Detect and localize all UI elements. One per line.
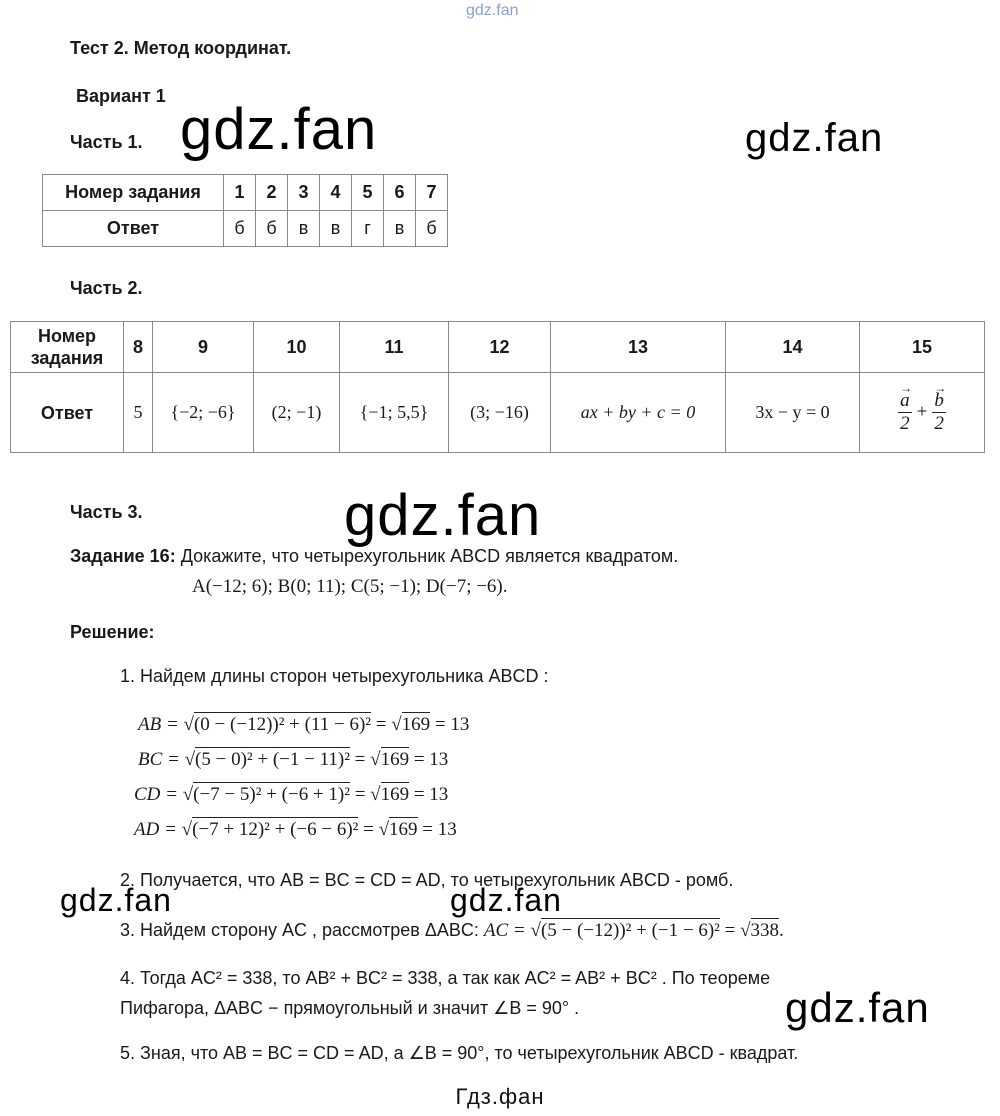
equation-result: = 13 bbox=[409, 784, 449, 805]
table-cell-answer: {−1; 5,5} bbox=[340, 373, 449, 453]
table-row bbox=[11, 373, 985, 453]
equation-result: = 13 bbox=[430, 714, 470, 735]
table-cell-answer: (2; −1) bbox=[254, 373, 340, 453]
table-cell-number: 1 bbox=[224, 175, 256, 211]
answers-table-part1 bbox=[42, 174, 448, 247]
footer-watermark: Гдз.фан bbox=[455, 1084, 545, 1109]
watermark-right-1: gdz.fan bbox=[745, 116, 884, 160]
equation-ab: AB = √(0 − (−12))² + (11 − 6)² = √169 = 13 bbox=[138, 714, 470, 735]
task16-points: A(−12; 6); B(0; 11); C(5; −1); D(−7; −6). bbox=[192, 576, 508, 597]
equation-cd: CD = √(−7 − 5)² + (−6 + 1)² = √169 = 13 bbox=[134, 784, 449, 805]
variant-heading: Вариант 1 bbox=[76, 86, 166, 106]
part2-heading: Часть 2. bbox=[70, 278, 143, 298]
solution-heading: Решение: bbox=[70, 622, 155, 642]
table-cell-number: 8 bbox=[124, 322, 153, 373]
table-cell-answer: б bbox=[256, 211, 288, 247]
equation-radicand: (−7 − 5)² + (−6 + 1)² bbox=[193, 784, 350, 805]
table-cell-number: 5 bbox=[352, 175, 384, 211]
denominator: 2 bbox=[900, 413, 910, 434]
table-cell-answer: в bbox=[320, 211, 352, 247]
table-cell-answer: в bbox=[384, 211, 416, 247]
table-cell-number: 13 bbox=[551, 322, 726, 373]
solution-step4-line2: Пифагора, ΔABC − прямоугольный и значит ∠B = 90° . bbox=[120, 998, 580, 1018]
table-row bbox=[43, 175, 448, 211]
period: . bbox=[779, 920, 784, 941]
watermark-right-2: gdz.fan bbox=[785, 984, 930, 1031]
table-cell-label: Ответ bbox=[11, 373, 124, 453]
task16 bbox=[70, 546, 678, 567]
equation-result: = 13 bbox=[417, 819, 457, 840]
radicand: 169 bbox=[380, 784, 410, 805]
table-cell-answer: г bbox=[352, 211, 384, 247]
equation-lhs: AB = bbox=[138, 714, 184, 735]
radicand: 169 bbox=[389, 819, 418, 840]
solution-step1: 1. Найдем длины сторон четырехугольника ABCD : bbox=[120, 666, 549, 686]
part3-heading: Часть 3. bbox=[70, 502, 143, 522]
radicand: 169 bbox=[380, 749, 410, 770]
plus-sign: + bbox=[916, 401, 928, 423]
table-cell-number: 12 bbox=[449, 322, 551, 373]
watermark-large-1: gdz.fan bbox=[180, 97, 378, 162]
table-cell-answer: б bbox=[416, 211, 448, 247]
table-row bbox=[11, 322, 985, 373]
solution-step3 bbox=[120, 920, 784, 942]
table-cell-answer: в bbox=[288, 211, 320, 247]
table-cell-answer: 3x − y = 0 bbox=[726, 373, 860, 453]
equation-radicand: (−7 + 12)² + (−6 − 6)² bbox=[192, 819, 359, 840]
table-cell-answer: (3; −16) bbox=[449, 373, 551, 453]
table-cell-number: 15 bbox=[860, 322, 985, 373]
watermark-left: gdz.fan bbox=[60, 882, 172, 918]
fraction-b-over-2 bbox=[932, 390, 946, 435]
table-cell-number: 7 bbox=[416, 175, 448, 211]
equation-lhs: AD = bbox=[134, 819, 182, 840]
task16-label: Задание 16: bbox=[70, 546, 176, 566]
table-cell-label: Номер задания bbox=[43, 175, 224, 211]
solution-step4-line1: 4. Тогда AC² = 338, то AB² + BC² = 338, а так как AC² = AB² + BC² . По теореме bbox=[120, 968, 771, 988]
table-cell-label: Ответ bbox=[43, 211, 224, 247]
vector-a: → a bbox=[900, 390, 910, 411]
label-line: задания bbox=[30, 348, 104, 368]
part1-heading: Часть 1. bbox=[70, 132, 143, 152]
answers-table-part2 bbox=[10, 321, 985, 453]
watermark-center: gdz.fan bbox=[450, 882, 562, 918]
table-cell-number: 4 bbox=[320, 175, 352, 211]
table-cell-answer: ax + by + c = 0 bbox=[551, 373, 726, 453]
equals: = bbox=[371, 714, 392, 735]
radicand: 338 bbox=[750, 920, 780, 941]
table-cell-answer bbox=[860, 373, 985, 453]
table-cell-answer: б bbox=[224, 211, 256, 247]
table-cell-number: 9 bbox=[153, 322, 254, 373]
equals: = bbox=[349, 784, 371, 805]
table-cell-number: 11 bbox=[340, 322, 449, 373]
table-cell-label bbox=[11, 322, 124, 373]
fraction-a-over-2 bbox=[898, 390, 912, 435]
watermark-large-2: gdz.fan bbox=[344, 483, 542, 548]
step3-text: 3. Найдем сторону AC , рассмотрев ΔABC: bbox=[120, 920, 479, 940]
equals: = bbox=[719, 920, 741, 941]
equals: = bbox=[358, 819, 379, 840]
watermark-top: gdz.fan bbox=[466, 2, 519, 19]
page-title: Тест 2. Метод координат. bbox=[70, 38, 292, 58]
equation-lhs: CD = bbox=[134, 784, 183, 805]
task16-text: Докажите, что четырехугольник ABCD является квадратом. bbox=[180, 546, 679, 566]
table-row bbox=[43, 211, 448, 247]
table-cell-number: 14 bbox=[726, 322, 860, 373]
equation-radicand: (5 − (−12))² + (−1 − 6)² bbox=[540, 920, 720, 941]
table-cell-number: 10 bbox=[254, 322, 340, 373]
table-cell-number: 3 bbox=[288, 175, 320, 211]
equation-lhs: BC = bbox=[138, 749, 185, 770]
equation-ad: AD = √(−7 + 12)² + (−6 − 6)² = √169 = 13 bbox=[134, 819, 457, 840]
table-cell-number: 6 bbox=[384, 175, 416, 211]
equation-radicand: (0 − (−12))² + (11 − 6)² bbox=[193, 714, 371, 735]
solution-step5: 5. Зная, что AB = BC = CD = AD, а ∠B = 90°, то четырехугольник ABCD - квадрат. bbox=[120, 1043, 799, 1063]
equation-lhs: AC = bbox=[483, 920, 531, 941]
step3-equation: AC = √(5 − (−12))² + (−1 − 6)² = √338. bbox=[483, 920, 784, 941]
table-cell-answer: {−2; −6} bbox=[153, 373, 254, 453]
vector-b: → b bbox=[934, 390, 944, 411]
table-cell-answer: 5 bbox=[124, 373, 153, 453]
label-line: Номер bbox=[37, 326, 97, 346]
denominator: 2 bbox=[934, 413, 944, 434]
equals: = bbox=[349, 749, 371, 770]
table-cell-number: 2 bbox=[256, 175, 288, 211]
solution-step2: 2. Получается, что AB = BC = CD = AD, то четырехугольник ABCD - ромб. bbox=[120, 870, 734, 890]
radicand: 169 bbox=[401, 714, 431, 735]
equation-radicand: (5 − 0)² + (−1 − 11)² bbox=[195, 749, 350, 770]
equation-bc: BC = √(5 − 0)² + (−1 − 11)² = √169 = 13 bbox=[138, 749, 449, 770]
equation-result: = 13 bbox=[409, 749, 449, 770]
